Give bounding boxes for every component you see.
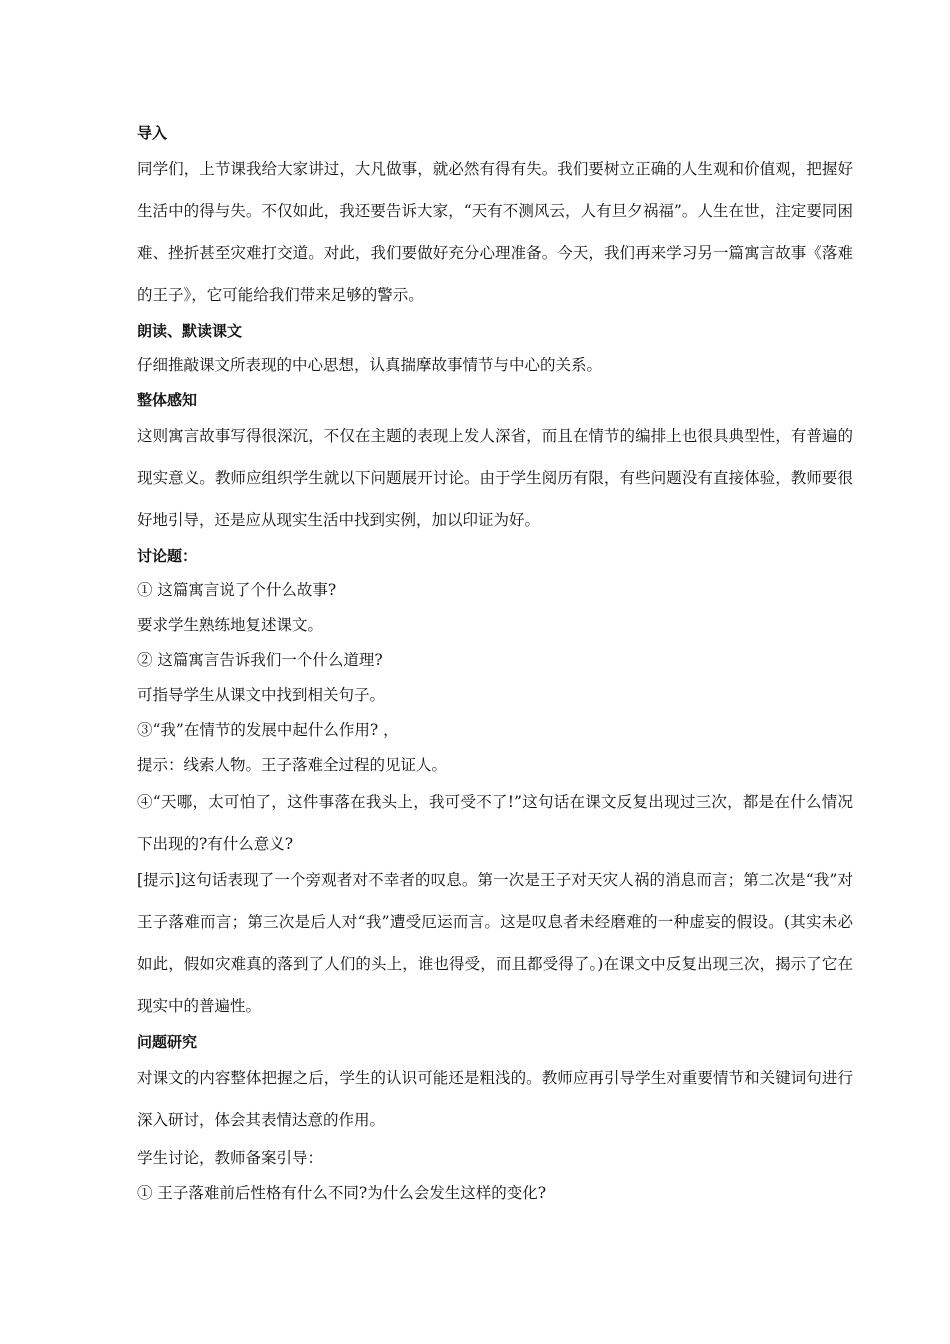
answer-1: 要求学生熟练地复述课文。: [137, 616, 324, 634]
question-3: ③“我”在情节的发展中起什么作用? ，: [137, 721, 399, 739]
question-1: ① 这篇寓言说了个什么故事?: [137, 581, 337, 599]
document-page: [137, 122, 853, 1211]
answer-2: 可指导学生从课文中找到相关句子。: [137, 686, 386, 704]
heading-intro: 导入: [137, 124, 168, 142]
question-4: ④“天哪，太可怕了，这件事落在我头上，我可受不了!”这句话在课文反复出现过三次，都是在什么情况下出现的?有什么意义?: [137, 793, 853, 853]
heading-overall: 整体感知: [137, 391, 198, 409]
paragraph-reading: 仔细推敲课文所表现的中心思想，认真揣摩故事情节与中心的关系。: [137, 356, 603, 374]
answer-4: [提示]这句话表现了一个旁观者对不幸者的叹息。第一次是王子对天灾人祸的消息而言；第二次是“我”对王子落难而言；第三次是后人对“我”遭受厄运而言。这是叹息者未经磨难的一种虚妄的假设。(其实未必如此，假如灾难真的落到了人们的头上，谁也得受，而且都受得了。)在课文中反复出现三次，揭示了它在现实中的普遍性。: [137, 871, 853, 1015]
answer-3: 提示：线索人物。王子落难全过程的见证人。: [137, 756, 448, 774]
question-2: ② 这篇寓言告诉我们一个什么道理?: [137, 651, 383, 669]
heading-research: 问题研究: [137, 1033, 198, 1051]
research-question-1: ① 王子落难前后性格有什么不同?为什么会发生这样的变化?: [137, 1184, 547, 1202]
paragraph-overall: 这则寓言故事写得很深沉，不仅在主题的表现上发人深省，而且在情节的编排上也很具典型性，有普遍的现实意义。教师应组织学生就以下问题展开讨论。由于学生阅历有限，有些问题没有直接体验，教师要很好地引导，还是应从现实生活中找到实例，加以印证为好。: [137, 427, 853, 529]
heading-reading: 朗读、默读课文: [137, 322, 243, 340]
paragraph-intro: 同学们，上节课我给大家讲过，大凡做事，就必然有得有失。我们要树立正确的人生观和价值观，把握好生活中的得与失。不仅如此，我还要告诉大家，“天有不测风云，人有旦夕祸福”。人生在世，注定要同困难、挫折甚至灾难打交道。对此，我们要做好充分心理准备。今天，我们再来学习另一篇寓言故事《落难的王子》，它可能给我们带来足够的警示。: [137, 160, 853, 304]
heading-discussion: 讨论题：: [137, 547, 198, 565]
paragraph-research: 对课文的内容整体把握之后，学生的认识可能还是粗浅的。教师应再引导学生对重要情节和关键词句进行深入研讨，体会其表情达意的作用。: [137, 1069, 853, 1129]
student-discussion: 学生讨论，教师备案引导：: [137, 1149, 324, 1167]
